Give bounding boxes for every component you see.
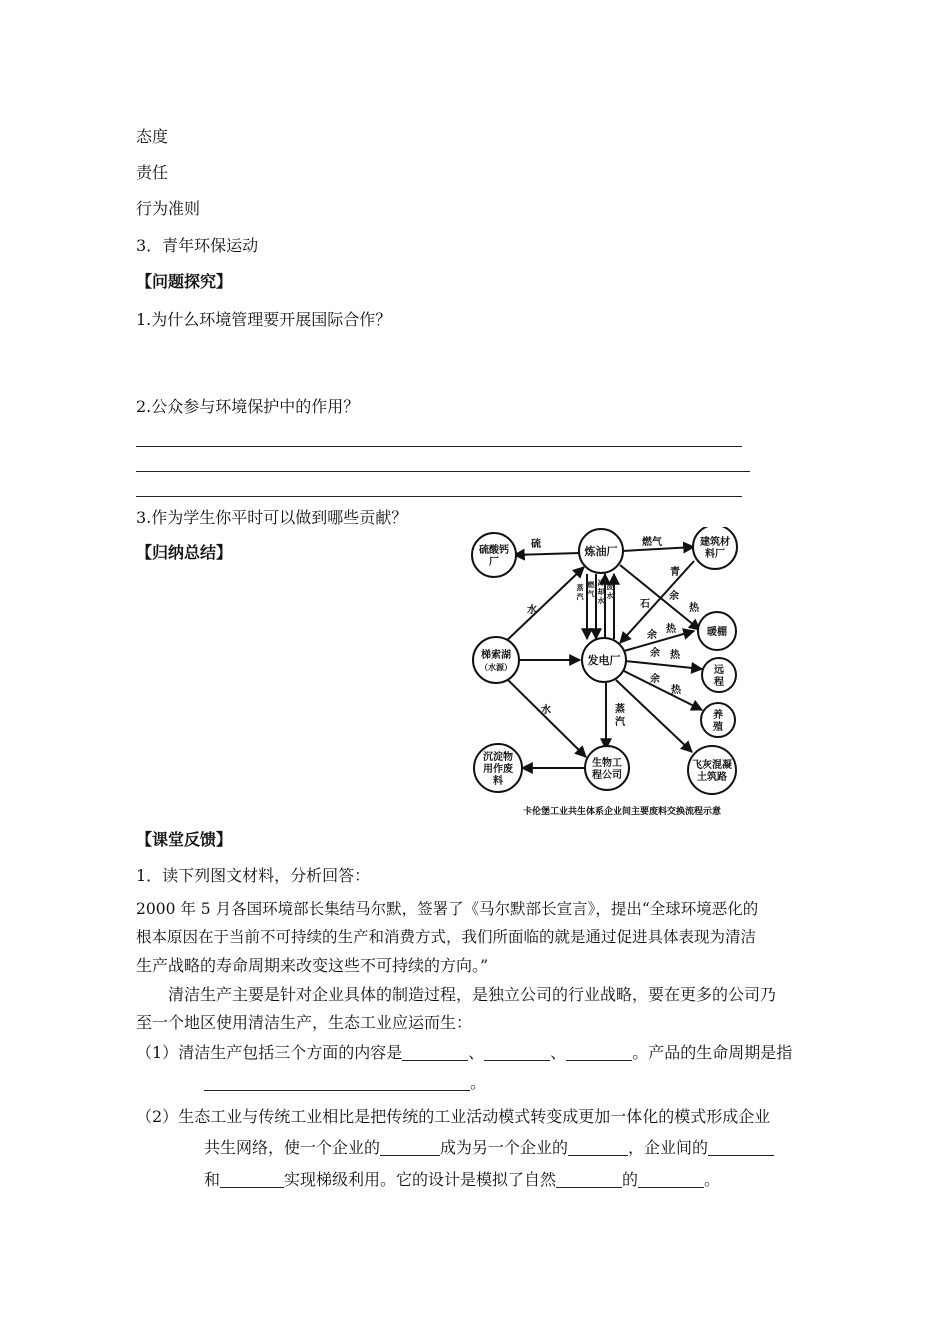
material-para1-line1: 2000 年 5 月各国环境部长集结马尔默，签署了《马尔默部长宣言》，提出“全球环境恶化的 xyxy=(136,900,759,918)
question-2: 2.公众参与环境保护中的作用？ xyxy=(136,397,360,416)
node-building-line1: 建筑材 xyxy=(700,537,730,548)
node-bio-line2: 程公司 xyxy=(592,770,622,781)
flow-label-heat2-b: 热 xyxy=(666,624,676,635)
flow-label-heat1-a: 余 xyxy=(669,591,679,602)
blank-enterprise-resource[interactable] xyxy=(568,1139,628,1156)
arrow-refinery-sulfuric xyxy=(514,553,580,555)
flow-label-heat2-a: 余 xyxy=(647,630,657,641)
node-power-label: 发电厂 xyxy=(587,654,621,667)
node-building-line2: 料厂 xyxy=(705,549,725,560)
sub-question-1-label: （1） xyxy=(136,1043,179,1062)
blank-natural-process[interactable] xyxy=(638,1171,704,1188)
flow-label-sulfur: 硫 xyxy=(531,539,541,550)
intro-item-responsibility: 责任 xyxy=(136,163,169,182)
sub-question-2-text-l3d: 。 xyxy=(704,1170,721,1189)
flow-label-steam-down-2: 汽 xyxy=(615,717,625,728)
flow-label-heat4-a: 余 xyxy=(650,674,660,685)
intro-item-youth-movement: 3．青年环保运动 xyxy=(136,236,259,255)
arrow-power-breeding xyxy=(622,670,702,710)
sub-question-2-text-l3c: 的 xyxy=(622,1170,639,1189)
node-breeding-line2: 殖 xyxy=(713,722,723,733)
material-para2-line1: 清洁生产主要是针对企业具体的制造过程，是独立公司的行业战略，要在更多的公司乃 xyxy=(168,985,777,1004)
blank-natural-system[interactable] xyxy=(556,1171,622,1188)
answer-line-1 xyxy=(136,446,742,447)
sub-question-1-text-a: 清洁生产包括三个方面的内容是 xyxy=(178,1043,403,1062)
sub-question-2-line2 xyxy=(204,1138,774,1158)
flow-label-shi: 石 xyxy=(640,599,650,610)
flow-label-steam-left-2: 汽 xyxy=(576,593,584,601)
industrial-symbiosis-diagram xyxy=(462,527,752,827)
sub-question-1-line1 xyxy=(136,1043,792,1063)
blank-clean-content-3[interactable] xyxy=(566,1044,632,1061)
sub-question-2-label: （2） xyxy=(136,1107,179,1126)
arrow-power-process xyxy=(625,661,702,669)
node-bio-line1: 生物工 xyxy=(592,758,622,769)
flow-label-cooling-1: 冷 xyxy=(597,579,605,587)
flow-label-heat1-b: 热 xyxy=(689,603,699,614)
blank-clean-content-1[interactable] xyxy=(402,1044,468,1061)
node-lake-label: 梯索湖 xyxy=(481,650,511,661)
sub-question-2-text-l3b: 实现梯级利用。它的设计是模拟了自然 xyxy=(284,1170,557,1189)
blank-product-lifecycle[interactable] xyxy=(204,1074,470,1091)
node-process-line1: 远 xyxy=(714,665,724,676)
sub-question-1-sep-1: 、 xyxy=(468,1043,485,1062)
flow-label-cooling-2: 却 xyxy=(597,588,605,596)
feedback-question-intro: 1．读下列图文材料，分析回答： xyxy=(136,866,371,885)
node-sulfuric-line1: 硫酸钙 xyxy=(479,545,509,556)
sub-question-2-text-l2a: 共生网络，使一个企业的 xyxy=(204,1138,381,1157)
question-1: 1.为什么环境管理要开展国际合作？ xyxy=(136,310,392,329)
node-lake-sub: （水源） xyxy=(480,663,512,672)
material-para1-line3: 生产战略的寿命周期来改变这些不可持续的方向。” xyxy=(136,956,489,975)
node-building-circle xyxy=(693,527,737,569)
flow-label-heat4-b: 热 xyxy=(671,685,681,696)
flow-label-heat3-a: 余 xyxy=(650,648,660,659)
flow-label-wastewater-2: 水 xyxy=(606,592,614,600)
material-para2-line2: 至一个地区使用清洁生产，生态工业应运而生： xyxy=(136,1013,473,1032)
sub-question-2-line3 xyxy=(204,1170,720,1190)
flow-label-qing: 青 xyxy=(670,567,680,578)
sub-question-1-sep-2: 、 xyxy=(550,1043,567,1062)
flow-label-wastewater-1: 废 xyxy=(606,583,614,591)
flow-label-water-1: 水 xyxy=(527,605,537,616)
node-sulfuric-line2: 厂 xyxy=(489,557,499,568)
node-sediment-line2: 用作废 xyxy=(483,764,513,775)
node-refinery-label: 炼油厂 xyxy=(584,545,618,558)
node-sediment-line1: 沉淀物 xyxy=(483,752,513,763)
answer-line-2 xyxy=(136,471,750,472)
arrow-lake-refinery xyxy=(502,567,584,645)
sub-question-2-text-l3a: 和 xyxy=(204,1170,221,1189)
blank-between-enterprises[interactable] xyxy=(708,1139,774,1156)
answer-line-3 xyxy=(136,496,742,497)
flow-label-gas: 燃气 xyxy=(642,537,662,548)
blank-cascade-use[interactable] xyxy=(220,1171,284,1188)
sub-question-1-line2 xyxy=(204,1073,486,1093)
arrow-lake-bio xyxy=(507,679,586,757)
sub-question-2-text-l2b: 成为另一个企业的 xyxy=(440,1138,569,1157)
sub-question-1-end: 。 xyxy=(470,1073,487,1092)
flow-label-water-2: 水 xyxy=(541,705,551,716)
node-flyash-line1: 飞灰混凝 xyxy=(692,760,732,771)
flow-label-steam-down-1: 蒸 xyxy=(615,704,625,715)
sub-question-2-text-l2c: ，企业间的 xyxy=(628,1138,709,1157)
intro-item-code-of-conduct: 行为准则 xyxy=(136,199,201,218)
flow-label-gas-v-1: 燃 xyxy=(587,581,595,589)
section-title-feedback: 【课堂反馈】 xyxy=(136,830,233,849)
flow-label-steam-left-1: 蒸 xyxy=(576,584,584,592)
node-sediment-line3: 料 xyxy=(493,776,503,787)
question-3: 3.作为学生你平时可以做到哪些贡献？ xyxy=(136,508,408,527)
node-breeding-line1: 养 xyxy=(713,710,723,721)
section-title-summary: 【归纳总结】 xyxy=(136,543,233,562)
intro-item-attitude: 态度 xyxy=(136,127,169,146)
blank-enterprise-waste[interactable] xyxy=(380,1139,440,1156)
flow-label-gas-v-2: 气 xyxy=(587,590,595,598)
blank-clean-content-2[interactable] xyxy=(484,1044,550,1061)
flow-label-heat3-b: 热 xyxy=(670,650,680,661)
section-title-inquiry: 【问题探究】 xyxy=(136,272,233,291)
sub-question-2-line1 xyxy=(136,1107,770,1127)
diagram-caption: 卡伦堡工业共生体系企业间主要废料交换流程示意 xyxy=(522,807,722,817)
sub-question-2-text-line1: 生态工业与传统工业相比是把传统的工业活动模式转变成更加一体化的模式形成企业 xyxy=(178,1107,771,1126)
node-greenhouse-label: 暖棚 xyxy=(707,627,727,638)
sub-question-1-text-b: 。产品的生命周期是指 xyxy=(632,1043,793,1062)
node-process-line2: 程 xyxy=(714,677,724,688)
node-flyash-line2: 土筑路 xyxy=(697,772,727,783)
flow-label-cooling-3: 水 xyxy=(597,597,605,605)
material-para1-line2: 根本原因在于当前不可持续的生产和消费方式，我们所面临的就是通过促进具体表现为清洁 xyxy=(136,928,757,946)
